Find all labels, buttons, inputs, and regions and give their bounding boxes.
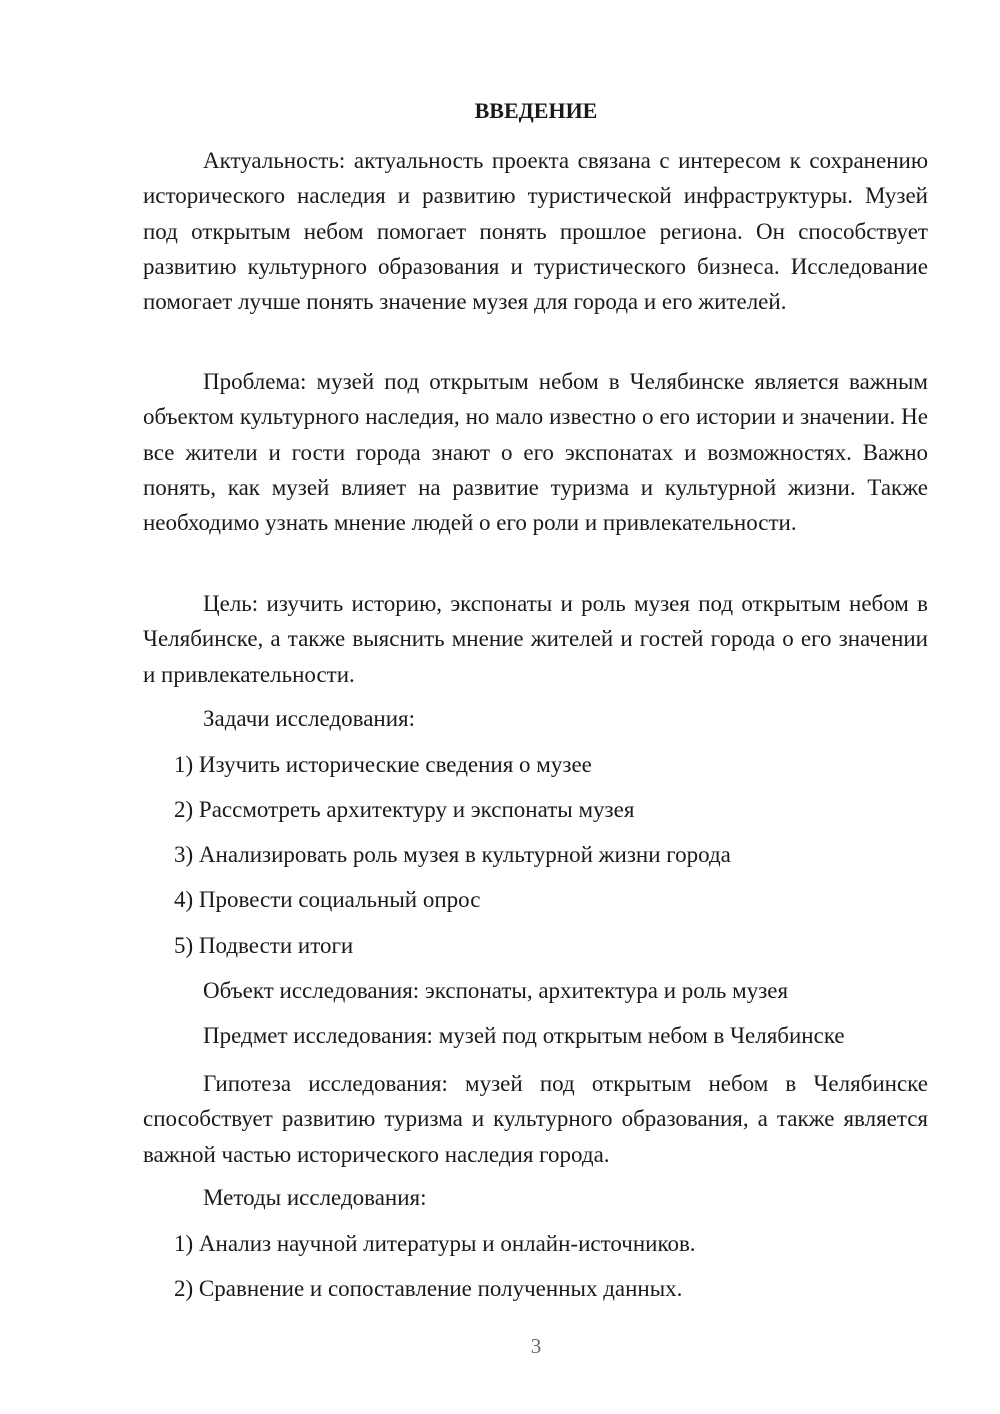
method-item: 2) Сравнение и сопоставление полученных данных. — [174, 1276, 683, 1301]
task-item: 5) Подвести итоги — [174, 933, 354, 958]
task-item: 4) Провести социальный опрос — [174, 887, 481, 912]
task-item: 2) Рассмотреть архитектуру и экспонаты музея — [174, 797, 635, 822]
task-item: 1) Изучить исторические сведения о музее — [174, 752, 592, 777]
goal-paragraph: Цель: изучить историю, экспонаты и роль музея под открытым небом в Челябинске, а также выяснить мнение жителей и гостей города о его значении и привлекательности. — [143, 591, 928, 687]
subject-line: Предмет исследования: музей под открытым небом в Челябинске — [203, 1023, 845, 1048]
hypothesis-paragraph: Гипотеза исследования: музей под открытым небом в Челябинске способствует развитию туризма и культурного образования, а также является важной частью исторического наследия города. — [143, 1071, 928, 1167]
tasks-heading: Задачи исследования: — [203, 706, 416, 731]
page-title: ВВЕДЕНИЕ — [474, 98, 598, 123]
relevance-paragraph: Актуальность: актуальность проекта связана с интересом к сохранению исторического наследия и развитию туристической инфраструктуры. Музей под открытым небом помогает понять прошлое региона. Он способствует развитию культурного образования и туристического бизнеса. Исследование помогает лучше понять значение музея для города и его жителей. — [143, 148, 928, 315]
page-number: 3 — [530, 1334, 542, 1358]
object-line: Объект исследования: экспонаты, архитектура и роль музея — [203, 978, 789, 1003]
problem-paragraph: Проблема: музей под открытым небом в Челябинске является важным объектом культурного наследия, но мало известно о его истории и значении. Не все жители и гости города знают о его экспонатах и возможностях. Важно понять, как музей влияет на развитие туризма и культурной жизни. Также необходимо узнать мнение людей о его роли и привлекательности. — [143, 369, 928, 536]
methods-heading: Методы исследования: — [203, 1185, 427, 1210]
method-item: 1) Анализ научной литературы и онлайн-источников. — [174, 1231, 696, 1256]
task-item: 3) Анализировать роль музея в культурной жизни города — [174, 842, 731, 867]
